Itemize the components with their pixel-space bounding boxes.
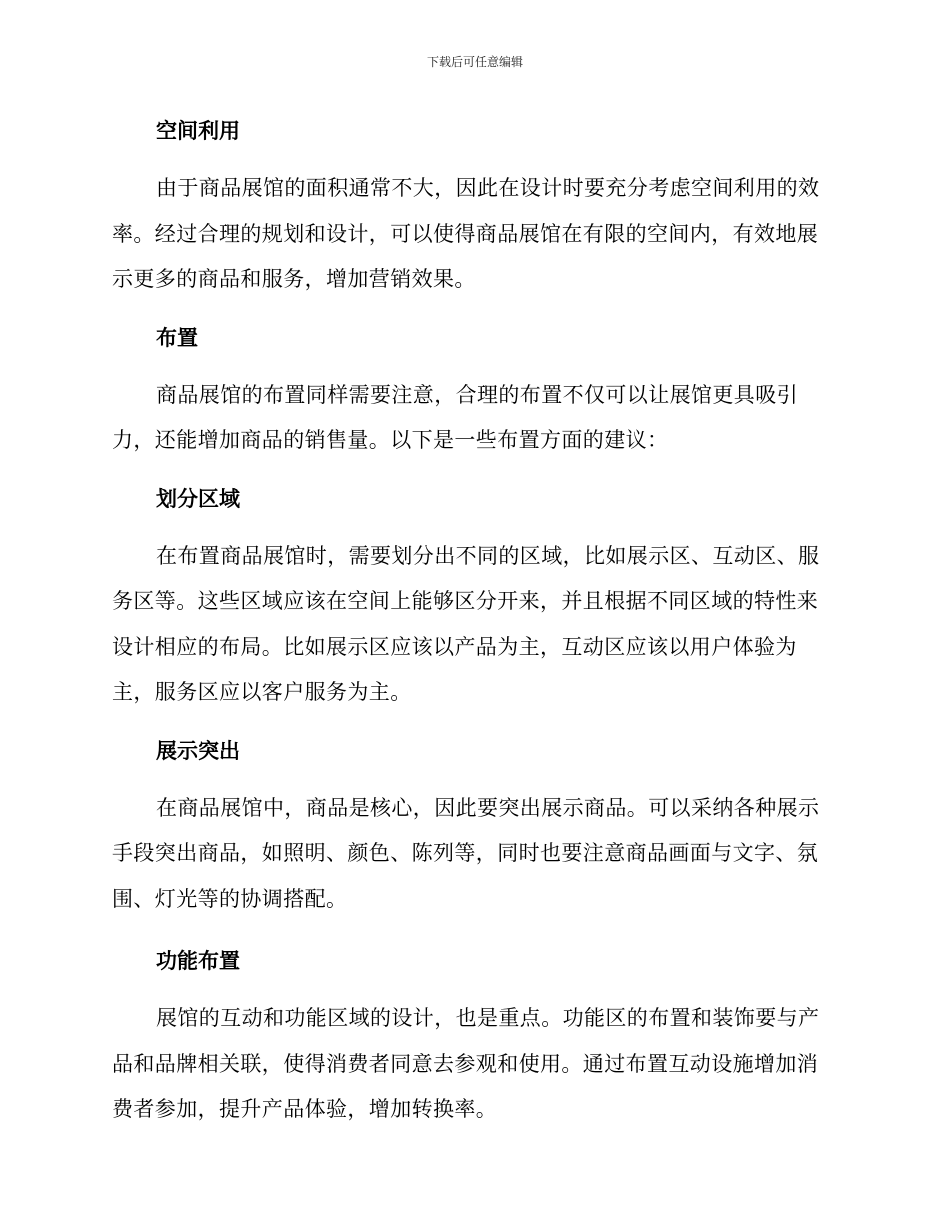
section-title-highlight: 展示突出 <box>156 738 240 763</box>
paragraph-highlight: 在商品展馆中，商品是核心，因此要突出展示商品。可以采纳各种展示手段突出商品，如照明、颜色、陈列等，同时也要注意商品画面与文字、氛围、灯光等的协调搭配。 <box>112 795 820 911</box>
paragraph-layout: 商品展馆的布置同样需要注意，合理的布置不仅可以让展馆更具吸引力，还能增加商品的销售量。以下是一些布置方面的建议： <box>112 382 798 452</box>
section-title-zoning: 划分区域 <box>156 486 240 511</box>
paragraph-zoning: 在布置商品展馆时，需要划分出不同的区域，比如展示区、互动区、服务区等。这些区域应该在空间上能够区分开来，并且根据不同区域的特性来设计相应的布局。比如展示区应该以产品为主，互动区应该以用户体验为主，服务区应以客户服务为主。 <box>112 543 820 704</box>
section-title-layout: 布置 <box>156 325 198 350</box>
header-note: 下载后可任意编辑 <box>426 55 523 69</box>
section-title-function: 功能布置 <box>156 949 240 973</box>
paragraph-space-use: 由于商品展馆的面积通常不大，因此在设计时要充分考虑空间利用的效率。经过合理的规划和设计，可以使得商品展馆在有限的空间内，有效地展示更多的商品和服务，增加营销效果。 <box>112 176 820 291</box>
paragraph-function: 展馆的互动和功能区域的设计，也是重点。功能区的布置和装饰要与产品和品牌相关联，使得消费者同意去参观和使用。通过布置互动设施增加消费者参加，提升产品体验，增加转换率。 <box>112 1006 820 1121</box>
section-title-space-use: 空间利用 <box>156 119 240 143</box>
document-body <box>112 108 832 1133</box>
